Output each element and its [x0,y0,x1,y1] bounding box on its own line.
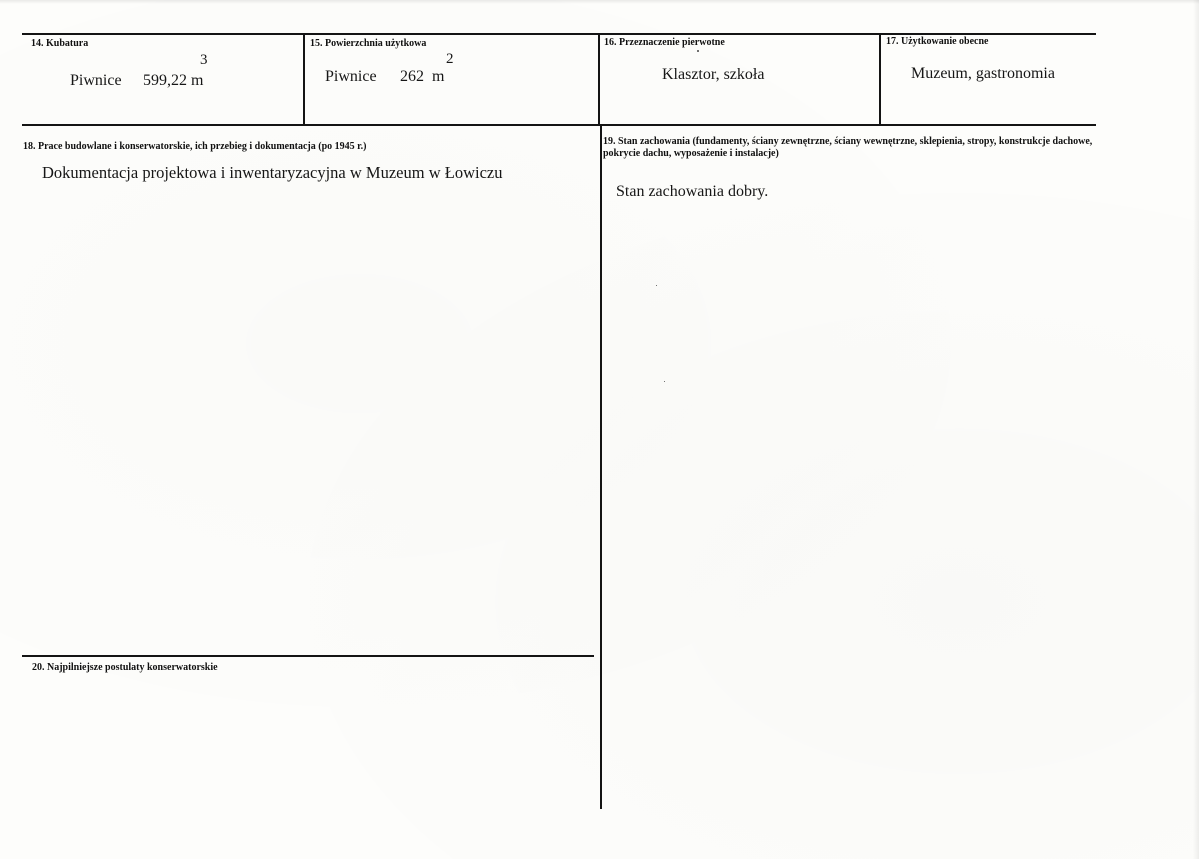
scan-shadow-right [1193,0,1199,859]
field-20-label: 20. Najpilniejsze postulaty konserwatorskie [32,662,218,673]
field-14-prefix: Piwnice [70,72,122,89]
field-19-value: Stan zachowania dobry. [616,183,769,200]
top-row-bottom-rule [22,124,1096,126]
field-15-exponent: 2 [446,51,454,67]
field-19-label: 19. Stan zachowania (fundamenty, ściany zewnętrzne, ściany wewnętrzne, sklepienia, stropy, konstrukcje dachowe, pokrycie dachu, wyposażenie i instalacje) [603,136,1093,159]
field-14-value: 599,22 m [143,72,204,89]
field-18-label: 18. Prace budowlane i konserwatorskie, ich przebieg i dokumentacja (po 1945 r.) [23,141,367,152]
divider-16-17 [879,33,881,126]
scan-speck [697,50,699,52]
field-16-value: Klasztor, szkoła [662,66,765,83]
scan-speck [656,285,657,286]
field-18-value: Dokumentacja projektowa i inwentaryzacyjna w Muzeum w Łowiczu [42,163,503,182]
divider-14-15 [303,33,305,126]
field-17-value: Muzeum, gastronomia [911,65,1055,82]
field-15-label: 15. Powierzchnia użytkowa [310,38,427,49]
top-row-top-rule [22,33,1096,35]
scan-shadow-top [0,0,1199,4]
field-15-prefix: Piwnice [325,68,377,85]
divider-18-19 [600,124,602,809]
field-16-label: 16. Przeznaczenie pierwotne [604,37,725,48]
field-14-exponent: 3 [200,52,208,68]
field-14-label: 14. Kubatura [31,38,89,49]
field-15-value: 262 m [400,68,445,85]
field-17-label: 17. Użytkowanie obecne [886,36,989,47]
scan-speck [664,381,665,382]
rule-above-20 [22,655,594,657]
divider-15-16 [598,33,600,126]
